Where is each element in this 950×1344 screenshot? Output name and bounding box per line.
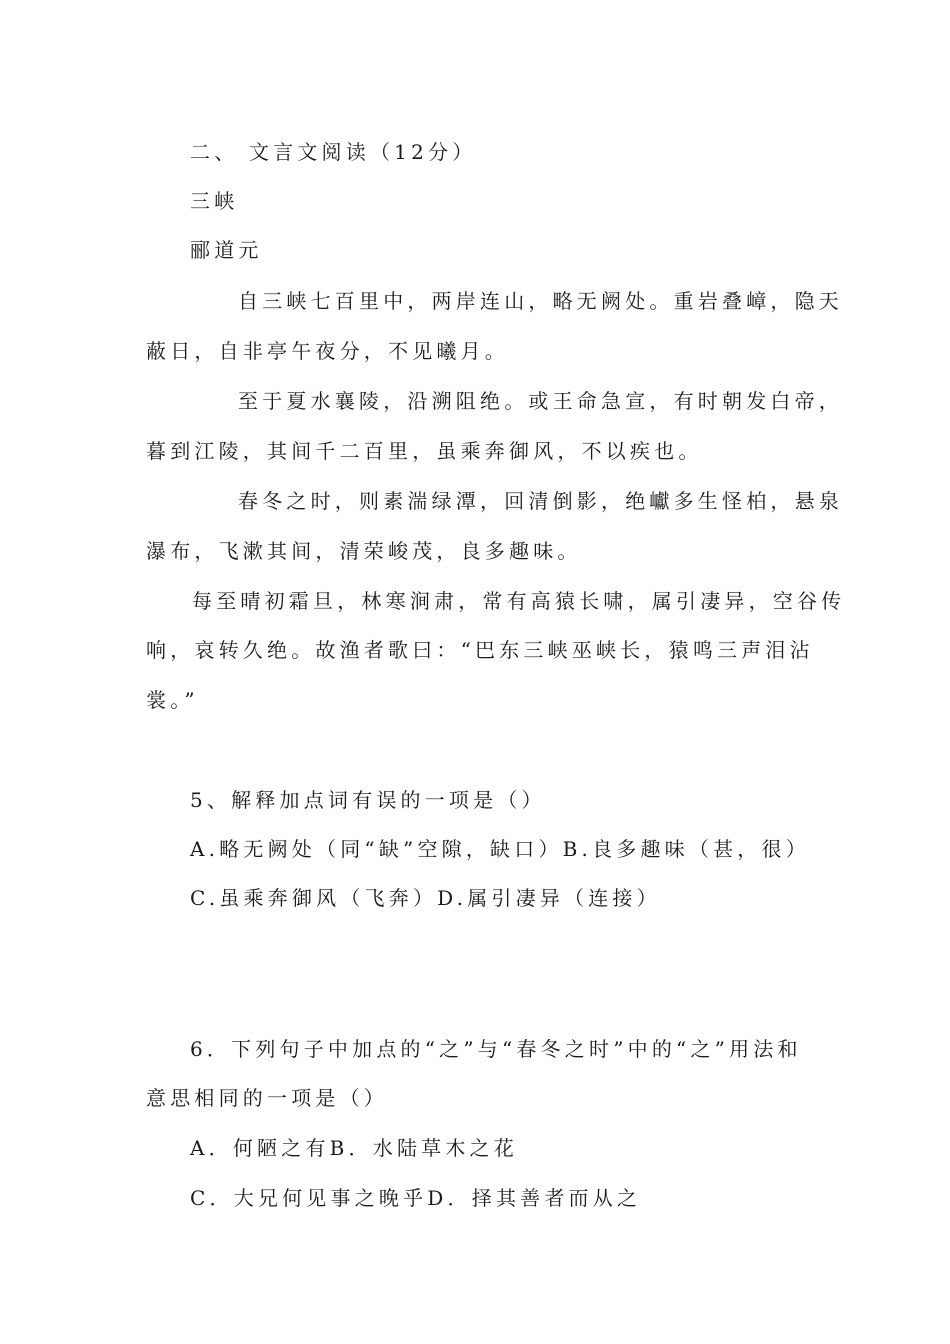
paragraph-line: 自三峡七百里中，两岸连山，略无阙处。重岩叠嶂，隐天: [238, 289, 843, 313]
section-heading: 二、 文言文阅读（12分）: [190, 140, 477, 164]
paragraph-line: 瀑布，飞漱其间，清荣峻茂，良多趣味。: [146, 539, 582, 563]
paragraph-line: 裳。”: [146, 688, 199, 712]
question-options: C.虽乘奔御风（飞奔）D.属引凄异（连接）: [190, 886, 661, 910]
paragraph-line: 春冬之时，则素湍绿潭，回清倒影，绝巘多生怪柏，悬泉: [238, 489, 843, 513]
paragraph-line: 响，哀转久绝。故渔者歌曰：“巴东三峡巫峡长，猿鸣三声泪沾: [146, 638, 814, 662]
question-stem: 6．下列句子中加点的“之”与“春冬之时”中的“之”用法和: [190, 1037, 802, 1061]
paragraph-line: 蔽日，自非亭午夜分，不见曦月。: [146, 339, 509, 363]
paragraph-line: 至于夏水襄陵，沿溯阻绝。或王命急宣，有时朝发白帝，: [238, 389, 843, 413]
question-stem: 5、解释加点词有误的一项是（）: [190, 788, 546, 812]
question-options: C．大兄何见事之晚乎D．择其善者而从之: [190, 1186, 642, 1210]
paragraph-line: 暮到江陵，其间千二百里，虽乘奔御风，不以疾也。: [146, 439, 703, 463]
question-options: A.略无阙处（同“缺”空隙，缺口）B.良多趣味（甚，很）: [190, 837, 810, 861]
question-stem: 意思相同的一项是（）: [146, 1086, 388, 1110]
paragraph-line: 每至晴初霜旦，林寒涧肃，常有高猿长啸，属引凄异，空谷传: [192, 589, 846, 613]
passage-author: 郦道元: [190, 238, 263, 262]
question-options: A．何陋之有B．水陆草木之花: [190, 1136, 518, 1160]
passage-title: 三峡: [190, 189, 239, 213]
